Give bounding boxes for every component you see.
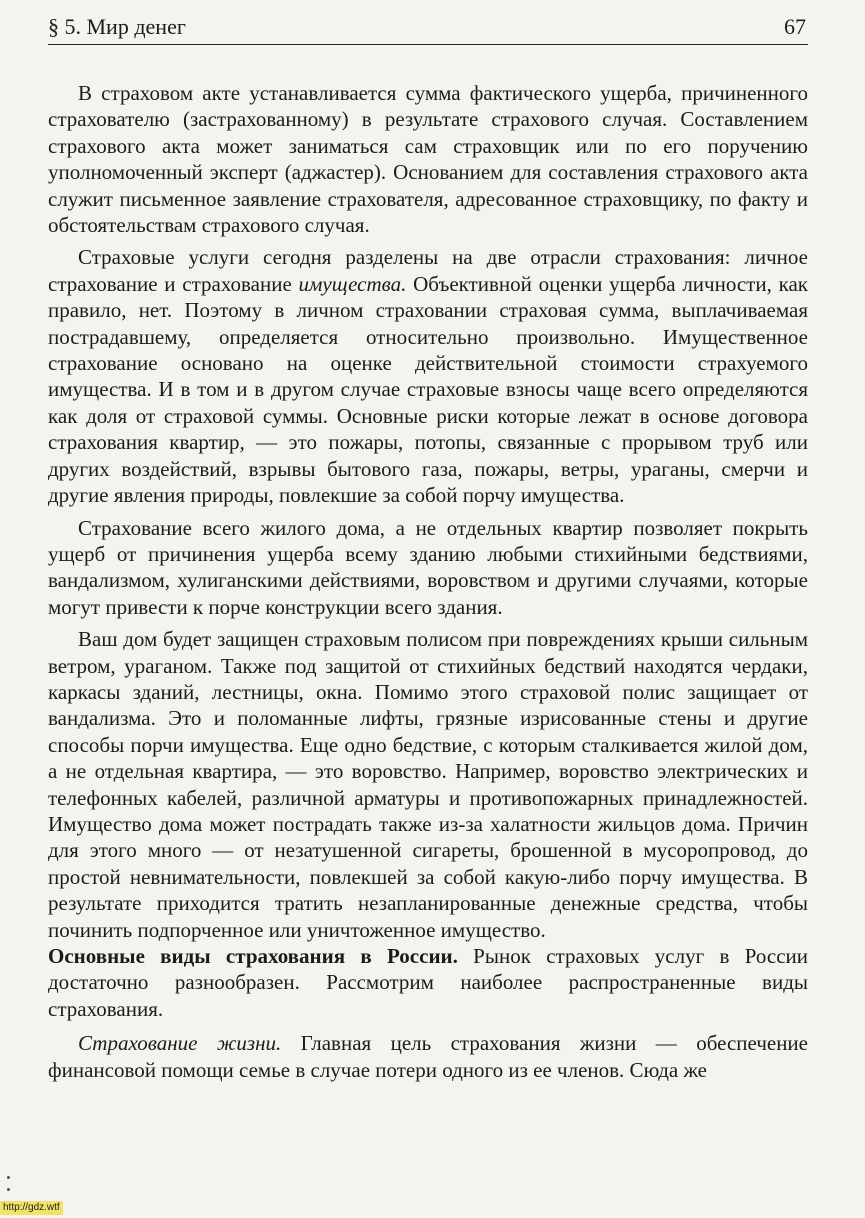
paragraph-life-insurance bbox=[48, 1030, 808, 1083]
paragraph-policy-protection: Ваш дом будет защищен страховым полисом при повреждениях крыши сильным ветром, ураганом. Также под защитой от стихийных бедствий находятся чердаки, каркасы зданий, лестницы, окна. Помимо этого страховой полис защищает от вандализма. Это и поломанные лифты, грязные изрисованные стены и другие способы порчи имущества. Еще одно бедствие, с которым сталкивается жилой дом, а не отдельная квартира, — это воровство. Например, воровство электрических и телефонных кабелей, различной арматуры и противопожарных принадлежностей. Имущество дома может пострадать также из-за халатности жильцов дома. Причин для этого много — от незатушенной сигареты, брошенной в мусоропровод, до простой невнимательности, повлекшей за собой какую-либо порчу имущества. В результате приходится тратить незапланированные денежные средства, чтобы починить подпорченное или уничтоженное имущество. bbox=[48, 627, 808, 942]
body-text bbox=[48, 80, 808, 1089]
paragraph-text: Страховые услуги сегодня разделены на две отрасли страхования: личное страхование и страхование bbox=[48, 245, 808, 296]
section-title: § 5. Мир денег bbox=[48, 14, 186, 39]
paragraph-main-types bbox=[48, 943, 808, 1022]
paragraph-insurance-act: В страховом акте устанавливается сумма фактического ущерба, причиненного страхователю (застрахованному) в результате страхового случая. Составлением страхового акта может заниматься сам страховщик или по его поручению уполномоченный эксперт (аджастер). Основанием для составления страхового акта служит письменное заявление страхователя, адресованное страховщику, по факту и обстоятельствам страхового случая. bbox=[48, 81, 808, 238]
bold-heading: Основные виды страхования в России. bbox=[48, 944, 458, 968]
paragraph-text: Рынок страховых услуг в России достаточно разнообразен. Рассмотрим наиболее распространенные виды страхования. bbox=[48, 944, 808, 1021]
scan-speck bbox=[7, 1176, 10, 1179]
running-header bbox=[48, 10, 808, 45]
page-number: 67 bbox=[784, 14, 806, 39]
italic-term: имущества. bbox=[298, 271, 407, 296]
italic-heading: Страхование жизни. bbox=[78, 1031, 282, 1056]
scan-speck bbox=[7, 1188, 10, 1191]
paragraph-house-insurance: Страхование всего жилого дома, а не отдельных квартир позволяет покрыть ущерб от причинения ущерба всему зданию любыми стихийными бедствиями, вандализмом, хулиганскими действиями, воровством и другими случаями, которые могут привести к порче конструкции всего здания. bbox=[48, 515, 808, 619]
paragraph-insurance-branches bbox=[48, 244, 808, 508]
watermark-link[interactable]: http://gdz.wtf bbox=[0, 1201, 63, 1215]
paragraph-text: Главная цель страхования жизни — обеспечение финансовой помощи семье в случае потери одного из ее членов. Сюда же bbox=[48, 1031, 808, 1082]
paragraph-text: Объективной оценки ущерба личности, как правило, нет. Поэтому в личном страховании страховая сумма, выплачиваемая пострадавшему, определяется относительно произвольно. Имущественное страхование основано на оценке действительной стоимости страхуемого имущества. И в том и в другом случае страховые взносы чаще всего определяются как доля от страховой суммы. Основные риски которые лежат в основе договора страхования квартир, — это пожары, потопы, связанные с прорывом труб или других воздействий, взрывы бытового газа, пожары, ветры, ураганы, смерчи и другие явления природы, повлекшие за собой порчу имущества. bbox=[48, 271, 808, 508]
